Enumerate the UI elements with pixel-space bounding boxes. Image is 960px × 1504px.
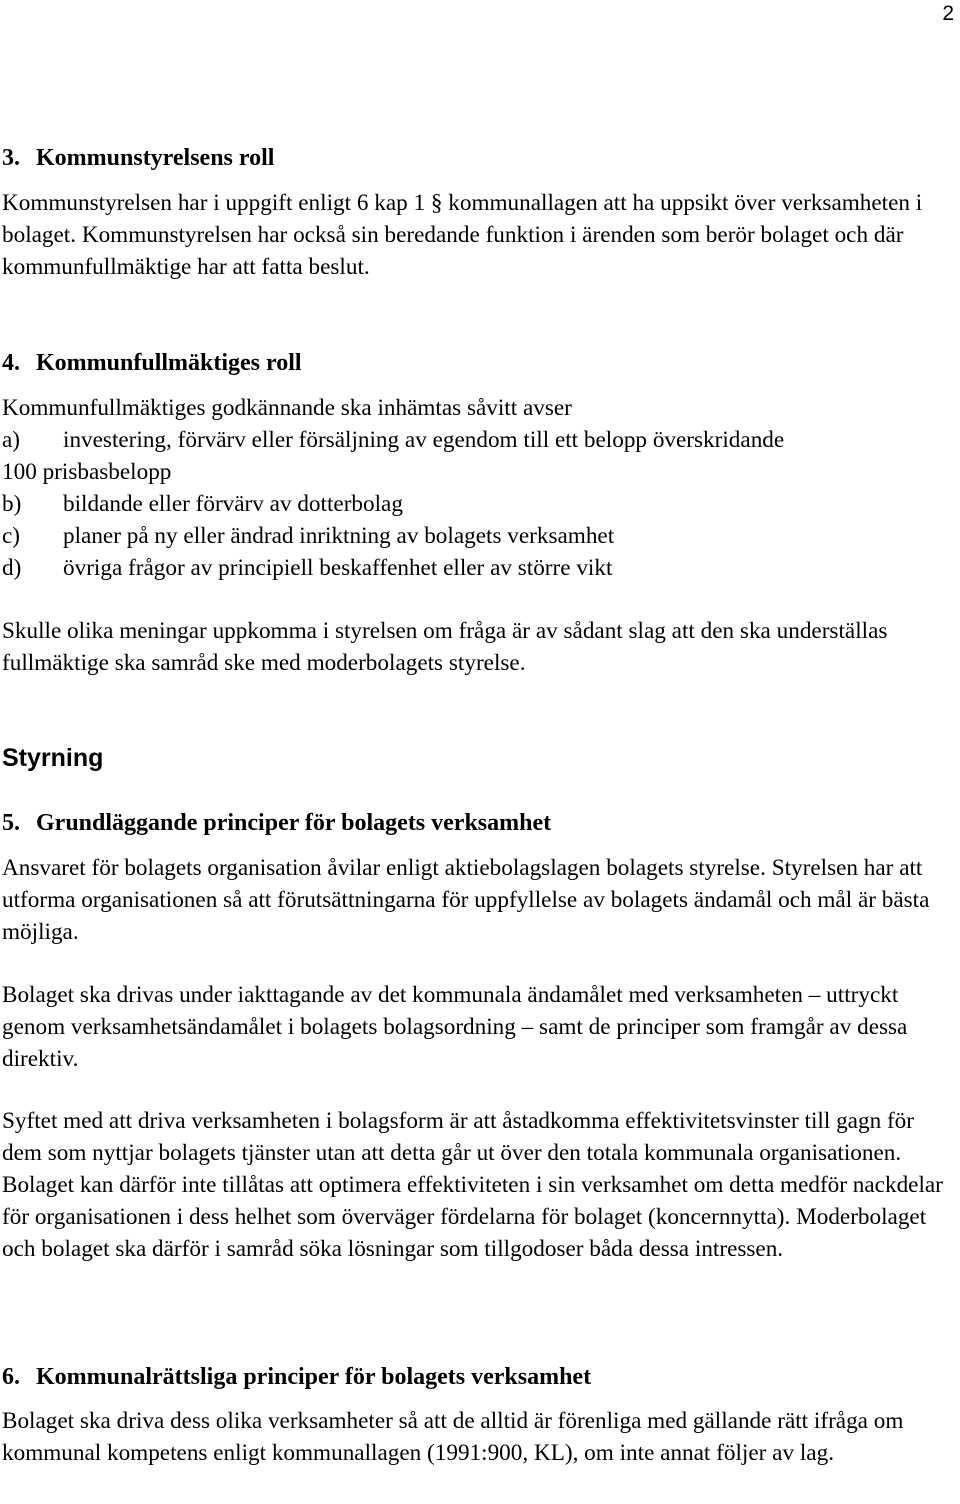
list-item-text: bildande eller förvärv av dotterbolag [63,490,403,517]
section-5-paragraph-1: Ansvaret för bolagets organisation åvilar enligt aktiebolagslagen bolagets styrelse. Styrelsen har att utforma organisationen så att förutsättningarna för uppfyllelse av bolagets ändamål och mål är bästa möjliga. [2,855,930,945]
page-number: 2 [942,2,954,25]
section-3-heading [2,142,958,174]
section-4-heading [2,347,958,379]
section-5-number: 5. [2,810,20,836]
section-4 [2,347,958,379]
section-4-closing: Skulle olika meningar uppkomma i styrelsen om fråga är av sådant slag att den ska underställas fullmäktige ska samråd ske med moderbolagets styrelse. [2,618,888,676]
list-marker: d) [2,554,22,581]
list-marker: c) [2,522,21,549]
section-6-body: Bolaget ska driva dess olika verksamheter så att de alltid är förenliga med gällande rätt ifråga om kommunal kompetens enligt kommunallagen (1991:900, KL), om inte annat följer av lag. [2,1408,904,1466]
section-5-paragraph-2: Bolaget ska drivas under iakttagande av det kommunala ändamålet med verksamheten – uttryckt genom verksamhetsändamålet i bolagets bolagsordning – samt de principer som framgår av dessa direktiv. [2,982,908,1072]
section-4-title: Kommunfullmäktiges roll [36,350,302,376]
list-item-continuation: 100 prisbasbelopp [2,458,172,485]
list-item [2,521,958,553]
section-5-heading [2,807,958,839]
section-3-title: Kommunstyrelsens roll [36,145,275,171]
list-item-text: planer på ny eller ändrad inriktning av bolagets verksamhet [63,522,615,549]
section-6-title: Kommunalrättsliga principer för bolagets verksamhet [36,1364,592,1390]
list-item [2,553,958,585]
list-item [2,425,958,457]
section-5 [2,807,958,839]
section-5-title: Grundläggande principer för bolagets verksamhet [36,810,552,836]
list-item-text: övriga frågor av principiell beskaffenhet eller av större vikt [63,554,613,581]
styrning-title: Styrning [2,744,104,772]
list-item [2,489,958,521]
section-3-body: Kommunstyrelsen har i uppgift enligt 6 kap 1 § kommunallagen att ha uppsikt över verksamheten i bolaget. Kommunstyrelsen har också sin beredande funktion i ärenden som berör bolaget och där kommunfullmäktige har att fatta beslut. [2,190,923,280]
list-item-text: investering, förvärv eller försäljning av egendom till ett belopp överskridande [63,426,785,453]
section-6 [2,1361,958,1393]
section-6-heading [2,1361,958,1393]
section-4-number: 4. [2,350,20,376]
section-3 [2,142,958,174]
section-5-paragraph-3: Syftet med att driva verksamheten i bolagsform är att åstadkomma effektivitetsvinster till gagn för dem som nyttjar bolagets tjänster utan att detta går ut över den totala kommunala organisationen. Bolaget kan därför inte tillåtas att optimera effektiviteten i sin verksamhet om detta medför nackdelar för organisationen i dess helhet som överväger fördelarna för bolaget (koncernnytta). Moderbolaget och bolaget ska därför i samråd söka lösningar som tillgodoser båda dessa intressen. [2,1108,943,1262]
section-3-number: 3. [2,145,20,171]
section-6-number: 6. [2,1364,20,1390]
section-4-intro: Kommunfullmäktiges godkännande ska inhämtas såvitt avser [2,395,572,421]
section-4-content [2,393,958,584]
list-marker: b) [2,490,22,517]
list-marker: a) [2,426,21,453]
